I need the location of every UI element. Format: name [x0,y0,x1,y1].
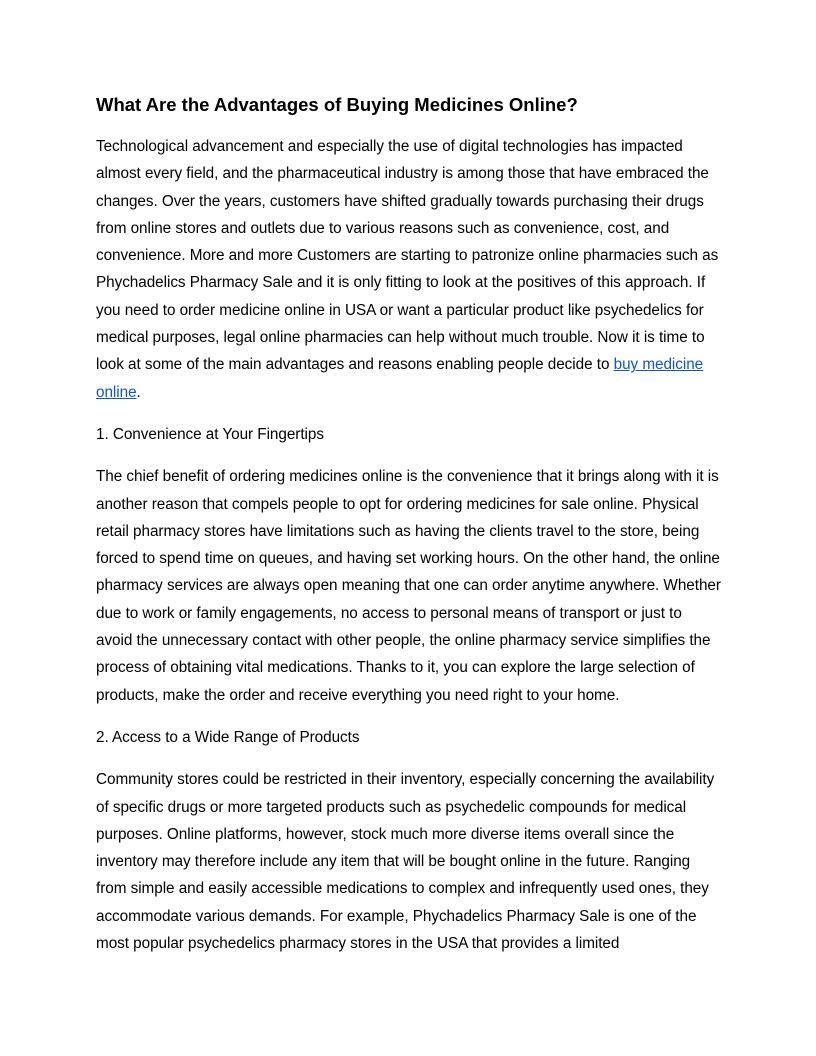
intro-text: Technological advancement and especially the use of digital technologies has impacted almost every field, and the pharmaceutical industry is among those that have embraced the changes. Over the years, customers have shifted gradually towards purchasing their drugs from online stores and outlets due to various reasons such as convenience, cost, and convenience. More and more Customers are starting to patronize online pharmacies such as Phychadelics Pharmacy Sale and it is only fitting to look at the positives of this approach. If you need to order medicine online in USA or want a particular product like psychedelics for medical purposes, legal online pharmacies can help without much trouble. Now it is time to look at some of the main advantages and reasons enabling people decide to [96,138,719,374]
section-body-products: Community stores could be restricted in their inventory, especially concerning the availability of specific drugs or more targeted products such as psychedelic compounds for medical purposes. Online platforms, however, stock much more diverse items overall since the inventory may therefore include any item that will be bought online in the future. Ranging from simple and easily accessible medications to complex and infrequently used ones, they accommodate various demands. For example, Phychadelics Pharmacy Sale is one of the most popular psychedelics pharmacy stores in the USA that provides a limited [96,771,715,953]
intro-paragraph [96,133,722,406]
intro-end: . [136,383,141,401]
section-body-convenience: The chief benefit of ordering medicines online is the convenience that it brings along with it is another reason that compels people to opt for ordering medicines for sale online. Physical retail pharmacy stores have limitations such as having the clients travel to the store, being forced to spend time on queues, and having set working hours. On the other hand, the online pharmacy services are always open meaning that one can order anytime anywhere. Whether due to work or family engagements, no access to personal means of transport or just to avoid the unnecessary contact with other people, the online pharmacy service simplifies the process of obtaining vital medications. Thanks to it, you can explore the large selection of products, make the order and receive everything you need right to your home. [96,468,721,704]
buy-medicine-online-link[interactable]: buy medicine online [96,356,704,401]
section-heading-convenience: 1. Convenience at Your Fingertips [96,425,324,443]
article-title: What Are the Advantages of Buying Medicines Online? [96,94,578,115]
section-heading-products: 2. Access to a Wide Range of Products [96,728,360,746]
document-page [96,92,722,972]
